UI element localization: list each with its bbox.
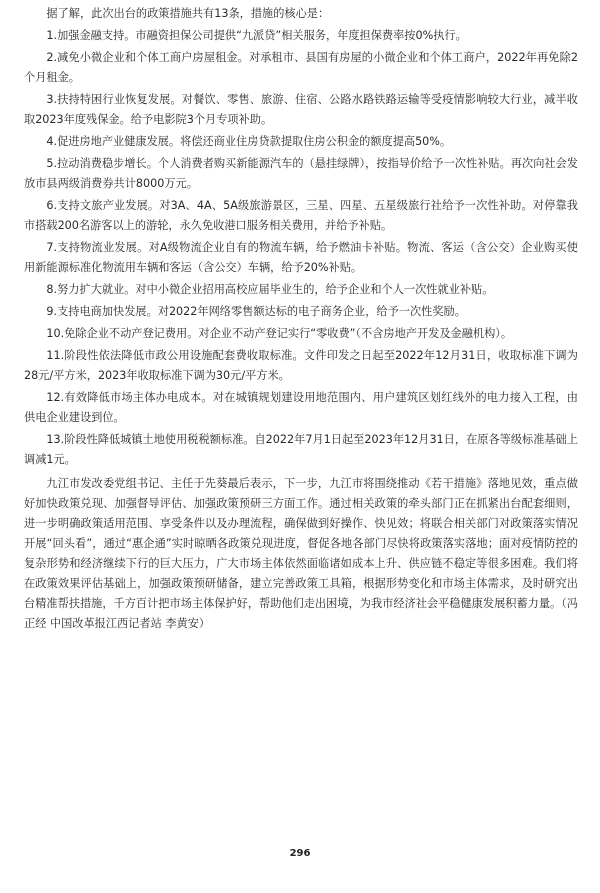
policy-item-11: 11.阶段性依法降低市政公用设施配套费收取标准。文件印发之日起至2022年12月31日，收取标准下调为28元/平方米，2023年收取标准下调为30元/平方米。 bbox=[24, 349, 578, 382]
policy-item-5: 5.拉动消费稳步增长。个人消费者购买新能源汽车的（悬挂绿牌），按指导价给予一次性补贴。再次向社会发放市县两级消费券共计8000万元。 bbox=[24, 157, 578, 190]
policy-item-13: 13.阶段性降低城镇土地使用税税额标准。自2022年7月1日起至2023年12月31日，在原各等级标准基础上调减1元。 bbox=[24, 433, 578, 466]
policy-item-8: 8.努力扩大就业。对中小微企业招用高校应届毕业生的，给予企业和个人一次性就业补贴。 bbox=[46, 283, 494, 296]
policy-item-12: 12.有效降低市场主体办电成本。对在城镇规划建设用地范围内、用户建筑区划红线外的电力接入工程，由供电企业建设到位。 bbox=[24, 391, 578, 424]
policy-item-4: 4.促进房地产业健康发展。将偿还商业住房贷款提取住房公积金的额度提高50%。 bbox=[46, 135, 452, 148]
closing-paragraph: 九江市发改委党组书记、主任于先葵最后表示，下一步，九江市将围绕推动《若干措施》落地见效，重点做好加快政策兑现、加强督导评估、加强政策预研三方面工作。通过相关政策的牵头部门正在抓紧出台配套细则，进一步明确政策适用范围、享受条件以及办理流程，确保做到好操作、快见效；将联合相关部门对政策落实情况开展“回头看”，通过“惠企通”实时晾晒各政策兑现进度，督促各地各部门尽快将政策落实落地；面对疫情防控的复杂形势和经济继续下行的巨大压力，广大市场主体依然面临诸如成本上升、供应链不稳定等很多困难。我们将在政策效果评估基础上，加强政策预研储备，建立完善政策工具箱，根据形势变化和市场主体需求，及时研究出台精准帮扶措施，千方百计把市场主体保护好，帮助他们走出困境，为我市经济社会平稳健康发展积蓄力量。（冯正经 中国改革报江西记者站 李黄安） bbox=[24, 477, 578, 630]
policy-item-6: 6.支持文旅产业发展。对3A、4A、5A级旅游景区，三星、四星、五星级旅行社给予一次性补助。对停靠我市搭载200名游客以上的游轮，永久免收港口服务相关费用，并给予补贴。 bbox=[24, 199, 578, 232]
policy-item-3: 3.扶持特困行业恢复发展。对餐饮、零售、旅游、住宿、公路水路铁路运输等受疫情影响较大行业，减半收取2023年度残保金。给予电影院3个月专项补助。 bbox=[24, 93, 578, 126]
policy-item-7: 7.支持物流业发展。对A级物流企业自有的物流车辆，给予燃油卡补贴。物流、客运（含公交）企业购买使用新能源标准化物流用车辆和客运（含公交）车辆，给予20%补贴。 bbox=[24, 241, 578, 274]
policy-item-9: 9.支持电商加快发展。对2022年网络零售额达标的电子商务企业，给予一次性奖励。 bbox=[46, 305, 466, 318]
policy-item-10: 10.免除企业不动产登记费用。对企业不动产登记实行“零收费”（不含房地产开发及金融机构）。 bbox=[46, 327, 513, 340]
policy-item-2: 2.减免小微企业和个体工商户房屋租金。对承租市、县国有房屋的小微企业和个体工商户，2022年再免除2个月租金。 bbox=[24, 51, 578, 84]
policy-item-1: 1.加强金融支持。市融资担保公司提供“九派贷”相关服务，年度担保费率按0%执行。 bbox=[46, 29, 467, 42]
intro-paragraph: 据了解，此次出台的政策措施共有13条，措施的核心是： bbox=[46, 7, 330, 20]
page-number: 296 bbox=[289, 848, 311, 859]
